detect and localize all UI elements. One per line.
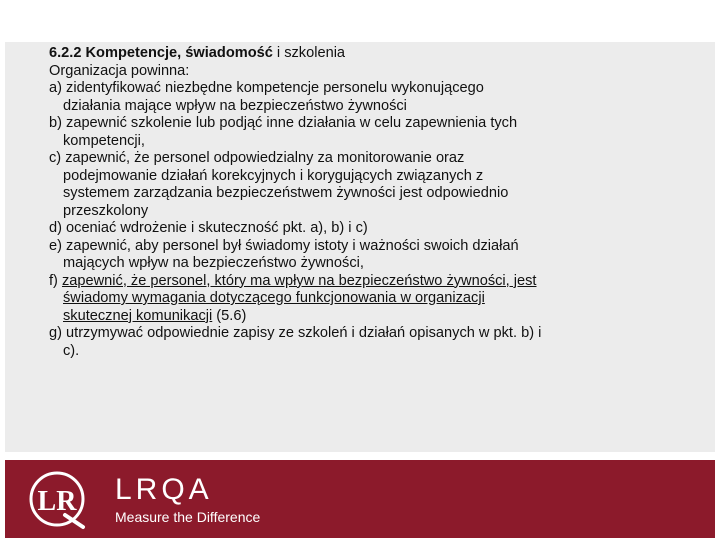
item-f-underlined-3: skutecznej komunikacji — [63, 307, 213, 324]
item-c-line-4: przeszkolony — [63, 202, 149, 219]
item-a-line-2: działania mające wpływ na bezpieczeństwo żywności — [63, 97, 407, 114]
intro: Organizacja powinna: — [49, 62, 190, 79]
item-e-line-2: mających wpływ na bezpieczeństwo żywności, — [63, 255, 364, 271]
item-f-underlined-1: zapewnić, że personel, który ma wpływ na bezpieczeństwo żywności, jest — [61, 272, 537, 289]
item-d-line-1: d) oceniać wdrożenie i skuteczność pkt. a), b) i c) — [49, 220, 368, 236]
item-c-line-1: c) zapewnić, że personel odpowiedzialny za monitorowanie oraz — [49, 150, 465, 166]
item-f-prefix: f) — [49, 272, 62, 289]
item-g-line-1: g) utrzymywać odpowiednie zapisy ze szkoleń i działań opisanych w pkt. b) i — [49, 325, 542, 341]
heading — [49, 45, 669, 63]
heading-bold: 6.2.2 Kompetencje, świadomość — [49, 45, 273, 61]
item-f-line-1 — [49, 273, 669, 291]
heading-rest: i szkolenia — [272, 45, 346, 61]
item-b-line-2: kompetencji, — [63, 132, 145, 149]
lr-monogram-icon — [27, 467, 91, 531]
brand-tagline: Measure the Difference — [115, 509, 261, 525]
item-c-line-2: podejmowanie działań korekcyjnych i korygujących związanych z — [63, 167, 484, 184]
item-g-line-2: c). — [63, 342, 80, 359]
item-f-suffix: (5.6) — [212, 307, 247, 324]
slide-text — [49, 45, 669, 360]
logo-letters: LR — [37, 486, 77, 517]
item-f-line-2 — [49, 290, 669, 308]
item-c-line-3: systemem zarządzania bezpieczeństwem żywności jest odpowiednio — [63, 185, 509, 201]
item-b-line-1: b) zapewnić szkolenie lub podjąć inne działania w celu zapewnienia tych — [49, 115, 518, 131]
brand-name: LRQA — [115, 473, 213, 506]
item-e-line-1: e) zapewnić, aby personel był świadomy istoty i ważności swoich działań — [49, 237, 519, 254]
footer-banner — [5, 460, 715, 538]
item-f-line-3 — [49, 308, 669, 326]
item-a-line-1: a) zidentyfikować niezbędne kompetencje personelu wykonującego — [49, 80, 484, 96]
item-f-underlined-2: świadomy wymagania dotyczącego funkcjonowania w organizacji — [63, 290, 485, 306]
